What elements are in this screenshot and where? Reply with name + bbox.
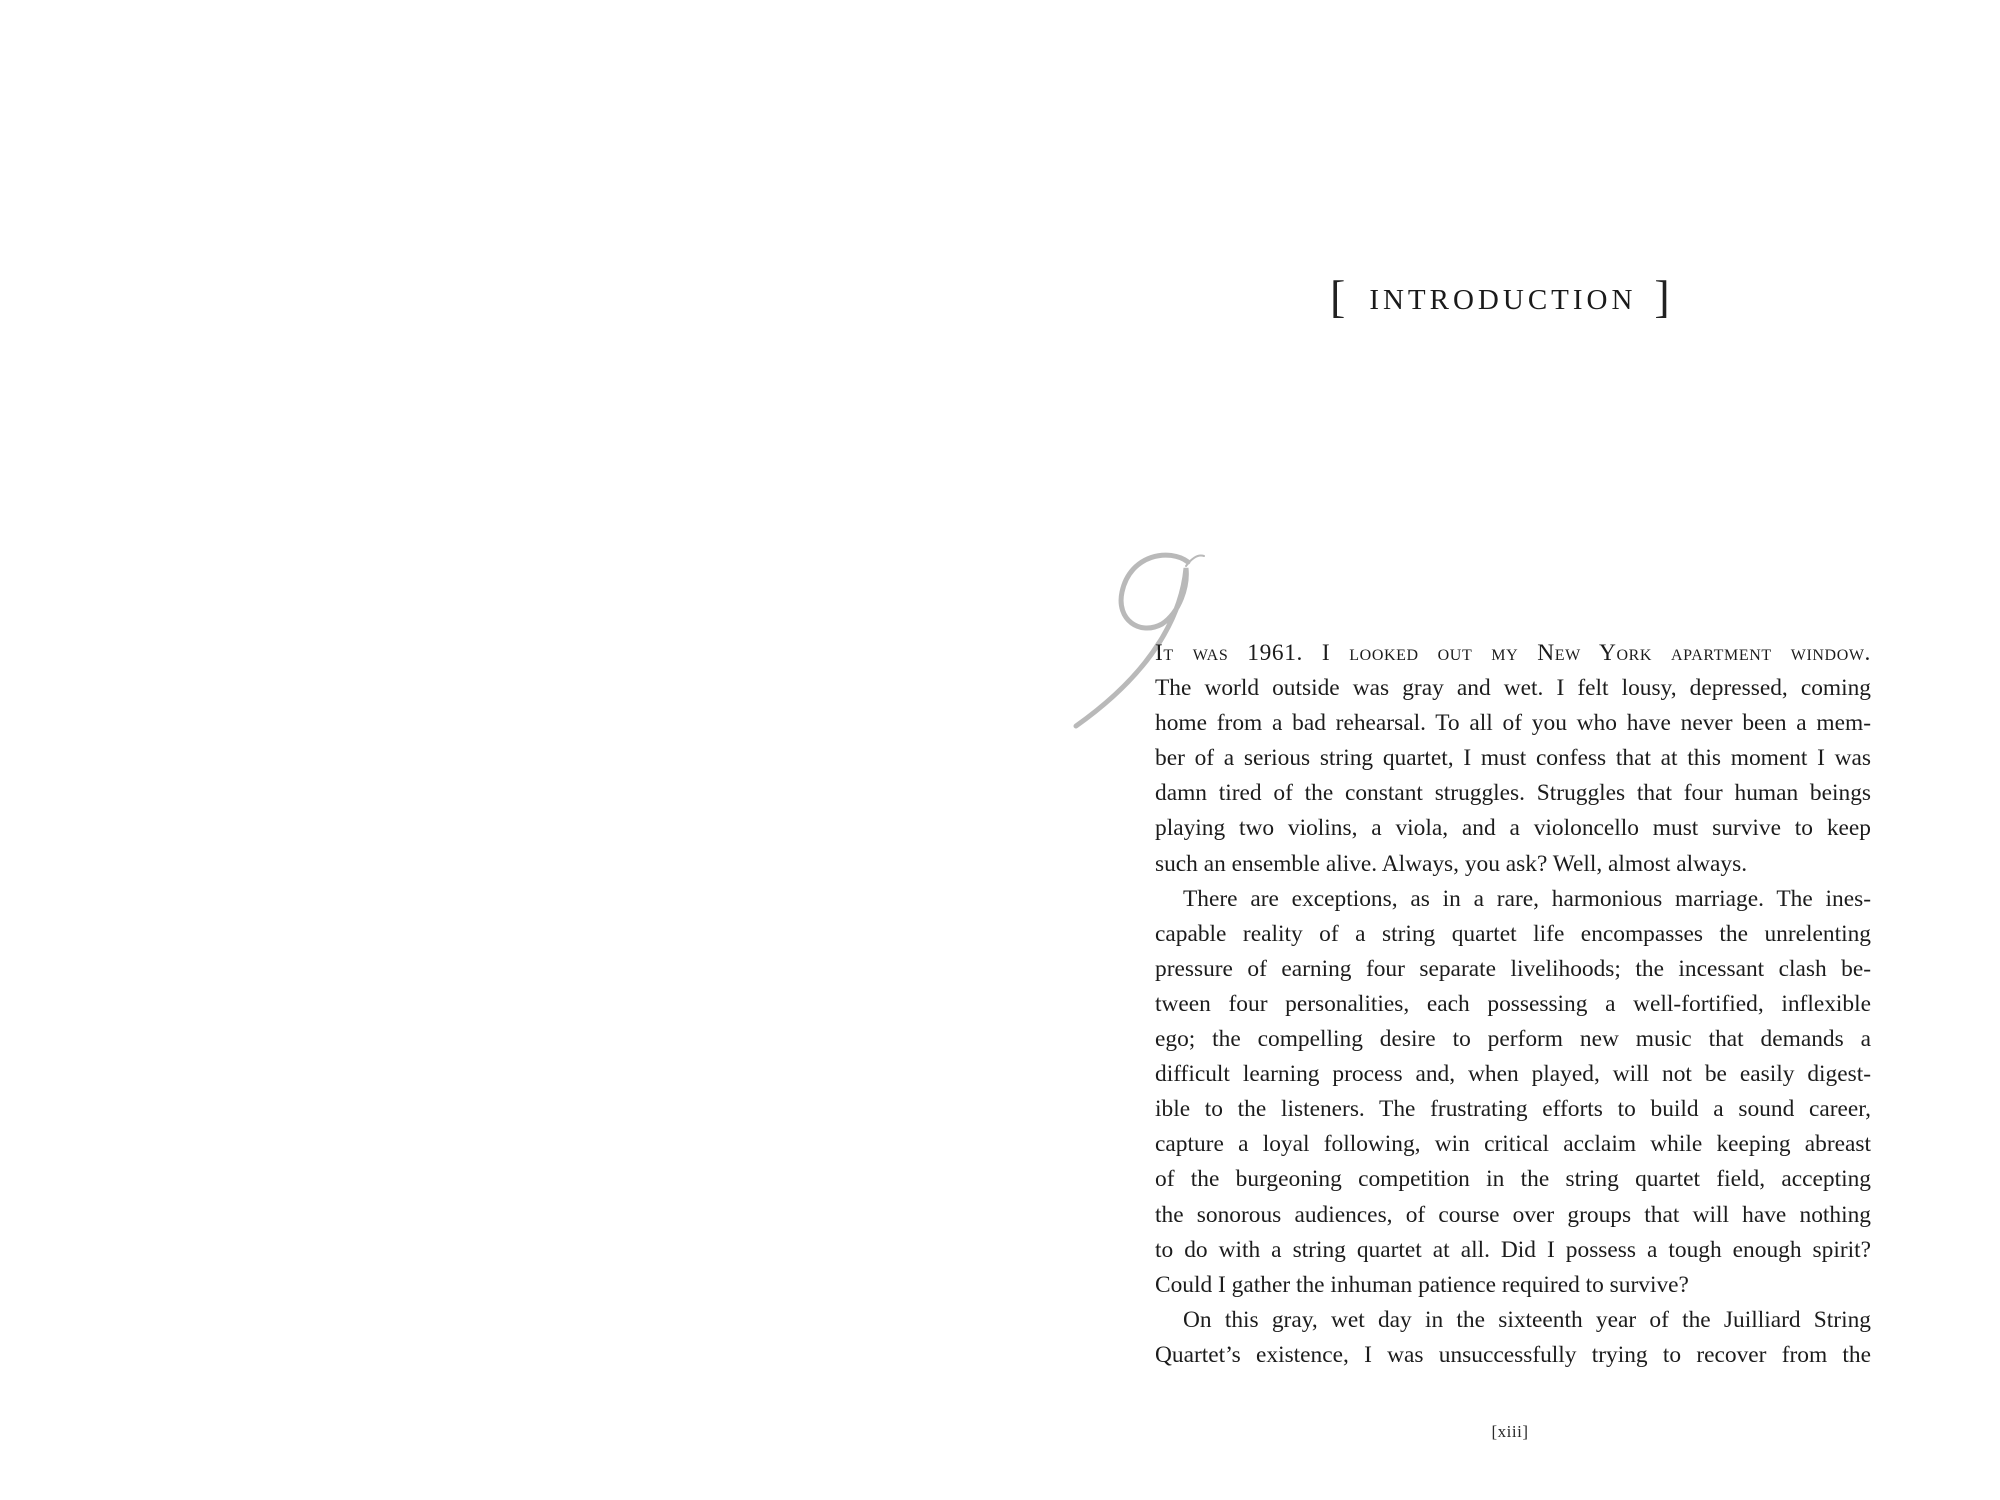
text-line: There are exceptions, as in a rare, harmonious marriage. The ines- [1183, 885, 1871, 912]
text-line: of the burgeoning competition in the string quartet field, accepting [1155, 1166, 1871, 1193]
paragraph-3 [1155, 1303, 1871, 1373]
chapter-title: INTRODUCTION [1369, 283, 1637, 316]
text-line: ible to the listeners. The frustrating efforts to build a sound career, [1155, 1096, 1871, 1123]
heading-close-bracket: ] [1654, 271, 1674, 322]
text-line: Could I gather the inhuman patience required to survive? [1155, 1271, 1689, 1298]
text-line: capable reality of a string quartet life encompasses the unrelenting [1155, 920, 1871, 947]
text-line: capture a loyal following, win critical acclaim while keeping abreast [1155, 1131, 1871, 1158]
text-line: ego; the compelling desire to perform new music that demands a [1155, 1026, 1871, 1053]
text-line: difficult learning process and, when played, will not be easily digest- [1155, 1061, 1871, 1088]
text-line: to do with a string quartet at all. Did I possess a tough enough spirit? [1155, 1236, 1871, 1263]
body-text [1155, 636, 1871, 1373]
text-line: damn tired of the constant struggles. Struggles that four human beings [1155, 780, 1871, 807]
chapter-heading [1330, 271, 1674, 322]
text-line: home from a bad rehearsal. To all of you who have never been a mem- [1155, 710, 1871, 737]
text-line: such an ensemble alive. Always, you ask? Well, almost always. [1155, 850, 1748, 877]
paragraph-1 [1155, 636, 1871, 882]
text-line: Quartet’s existence, I was unsuccessfully trying to recover from the [1155, 1341, 1871, 1368]
text-line: pressure of earning four separate livelihoods; the incessant clash be- [1155, 955, 1871, 982]
paragraph-2 [1155, 882, 1871, 1303]
text-line: the sonorous audiences, of course over groups that will have nothing [1155, 1201, 1871, 1228]
text-line: The world outside was gray and wet. I felt lousy, depressed, coming [1155, 675, 1871, 702]
heading-open-bracket: [ [1330, 271, 1350, 322]
text-line: ber of a serious string quartet, I must confess that at this moment I was [1155, 745, 1871, 772]
text-line: On this gray, wet day in the sixteenth year of the Juilliard String [1183, 1306, 1871, 1333]
text-line: tween four personalities, each possessing a well-fortified, inflexible [1155, 990, 1871, 1017]
page-number: [xiii] [1491, 1422, 1529, 1441]
paragraph-1-lead-in: It was 1961. I looked out my New York apartment window. [1155, 640, 1871, 666]
text-line: playing two violins, a viola, and a violoncello must survive to keep [1155, 815, 1871, 842]
